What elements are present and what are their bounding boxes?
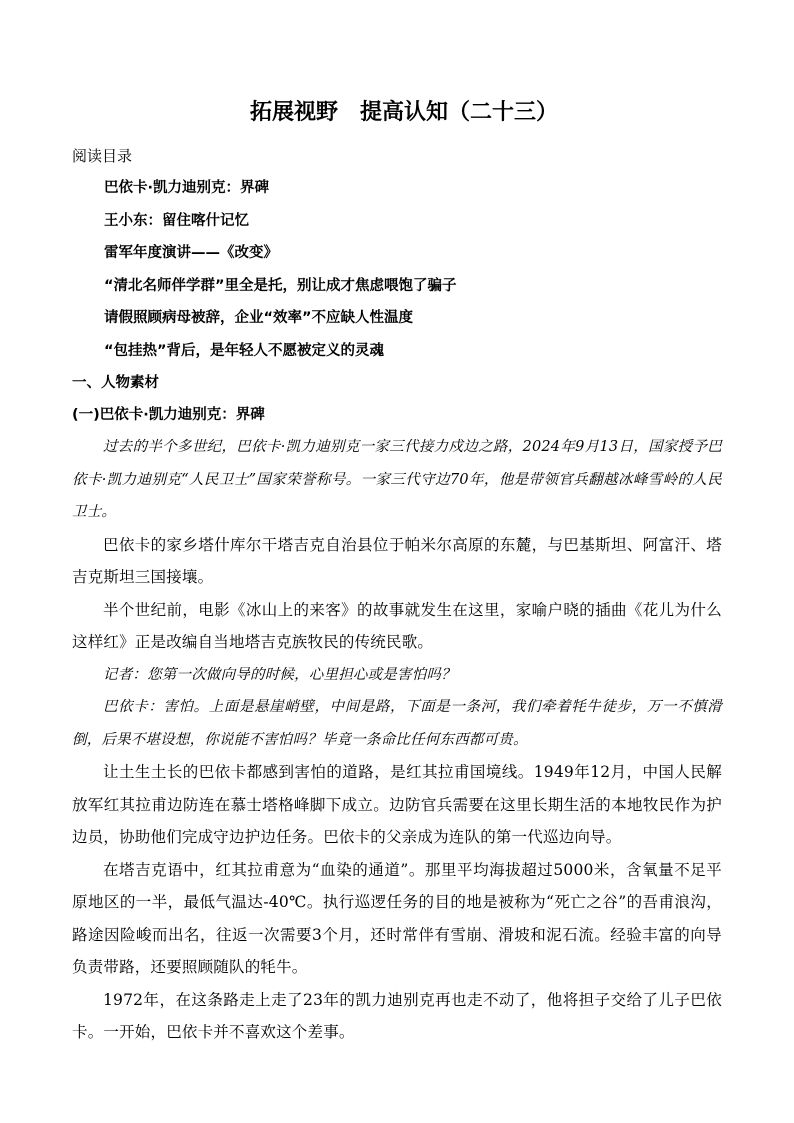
toc-heading: 阅读目录 — [72, 147, 133, 165]
section-heading: 一、人物素材 — [72, 375, 159, 391]
toc-list — [72, 172, 722, 367]
document-title: 拓展视野 提高认知（二十三） — [249, 100, 558, 125]
paragraph: 在塔吉克语中，红其拉甫意为“血染的通道”。那里平均海拔超过5000米，含氧量不足平原地区的一半，最低气温达-40℃。执行巡逻任务的目的地是被称为“死亡之谷”的吾甫浪沟，路途因险峻而出名，往返一次需要3个月，还时常伴有雪崩、滑坡和泥石流。经验丰富的向导负责带路，还要照顾随队的牦牛。 — [72, 860, 722, 976]
interview-answer: 巴依卡：害怕。上面是悬崖峭壁，中间是路，下面是一条河，我们牵着牦牛徒步，万一不慎滑倒，后果不堪设想，你说能不害怕吗？毕竟一条命比任何东西都可贵。 — [72, 699, 722, 748]
interview-question: 记者：您第一次做向导的时候，心里担心或是害怕吗？ — [103, 666, 456, 683]
toc-item[interactable]: 雷军年度演讲——《改变》 — [104, 245, 278, 261]
paragraph: 让土生土长的巴依卡都感到害怕的道路，是红其拉甫国境线。1949年12月，中国人民解放军红其拉甫边防连在慕士塔格峰脚下成立。边防官兵需要在这里长期生活的本地牧民作为护边员，协助他们完成守边护边任务。巴依卡的父亲成为连队的第一代巡边向导。 — [72, 763, 722, 846]
paragraph: 过去的半个多世纪，巴依卡·凯力迪别克一家三代接力戍边之路，2024年9月13日，国家授予巴依卡·凯力迪别克“人民卫士”国家荣誉称号。一家三代守边70年，他是带领官兵翻越冰峰雪岭的人民卫士。 — [72, 439, 722, 520]
toc-item[interactable]: 请假照顾病母被辞，企业“效率”不应缺人性温度 — [104, 310, 414, 326]
paragraph: 半个世纪前，电影《冰山上的来客》的故事就发生在这里，家喻户晓的插曲《花儿为什么这样红》正是改编自当地塔吉克族牧民的传统民歌。 — [72, 600, 722, 651]
toc-item[interactable]: 巴依卡·凯力迪别克：界碑 — [104, 180, 270, 196]
toc-item[interactable]: “包挂热”背后，是年轻人不愿被定义的灵魂 — [104, 342, 385, 359]
subsection-heading: (一)巴依卡·凯力迪别克：界碑 — [72, 407, 265, 423]
paragraph: 巴依卡的家乡塔什库尔干塔吉克自治县位于帕米尔高原的东麓，与巴基斯坦、阿富汗、塔吉克斯坦三国接壤。 — [72, 535, 722, 586]
paragraph: 1972年，在这条路走上走了23年的凯力迪别克再也走不动了，他将担子交给了儿子巴依卡。一开始，巴依卡并不喜欢这个差事。 — [72, 990, 722, 1041]
toc-item[interactable]: 王小东：留住喀什记忆 — [104, 212, 249, 229]
toc-item[interactable]: “清北名师伴学群”里全是托，别让成才焦虑喂饱了骗子 — [104, 277, 457, 294]
